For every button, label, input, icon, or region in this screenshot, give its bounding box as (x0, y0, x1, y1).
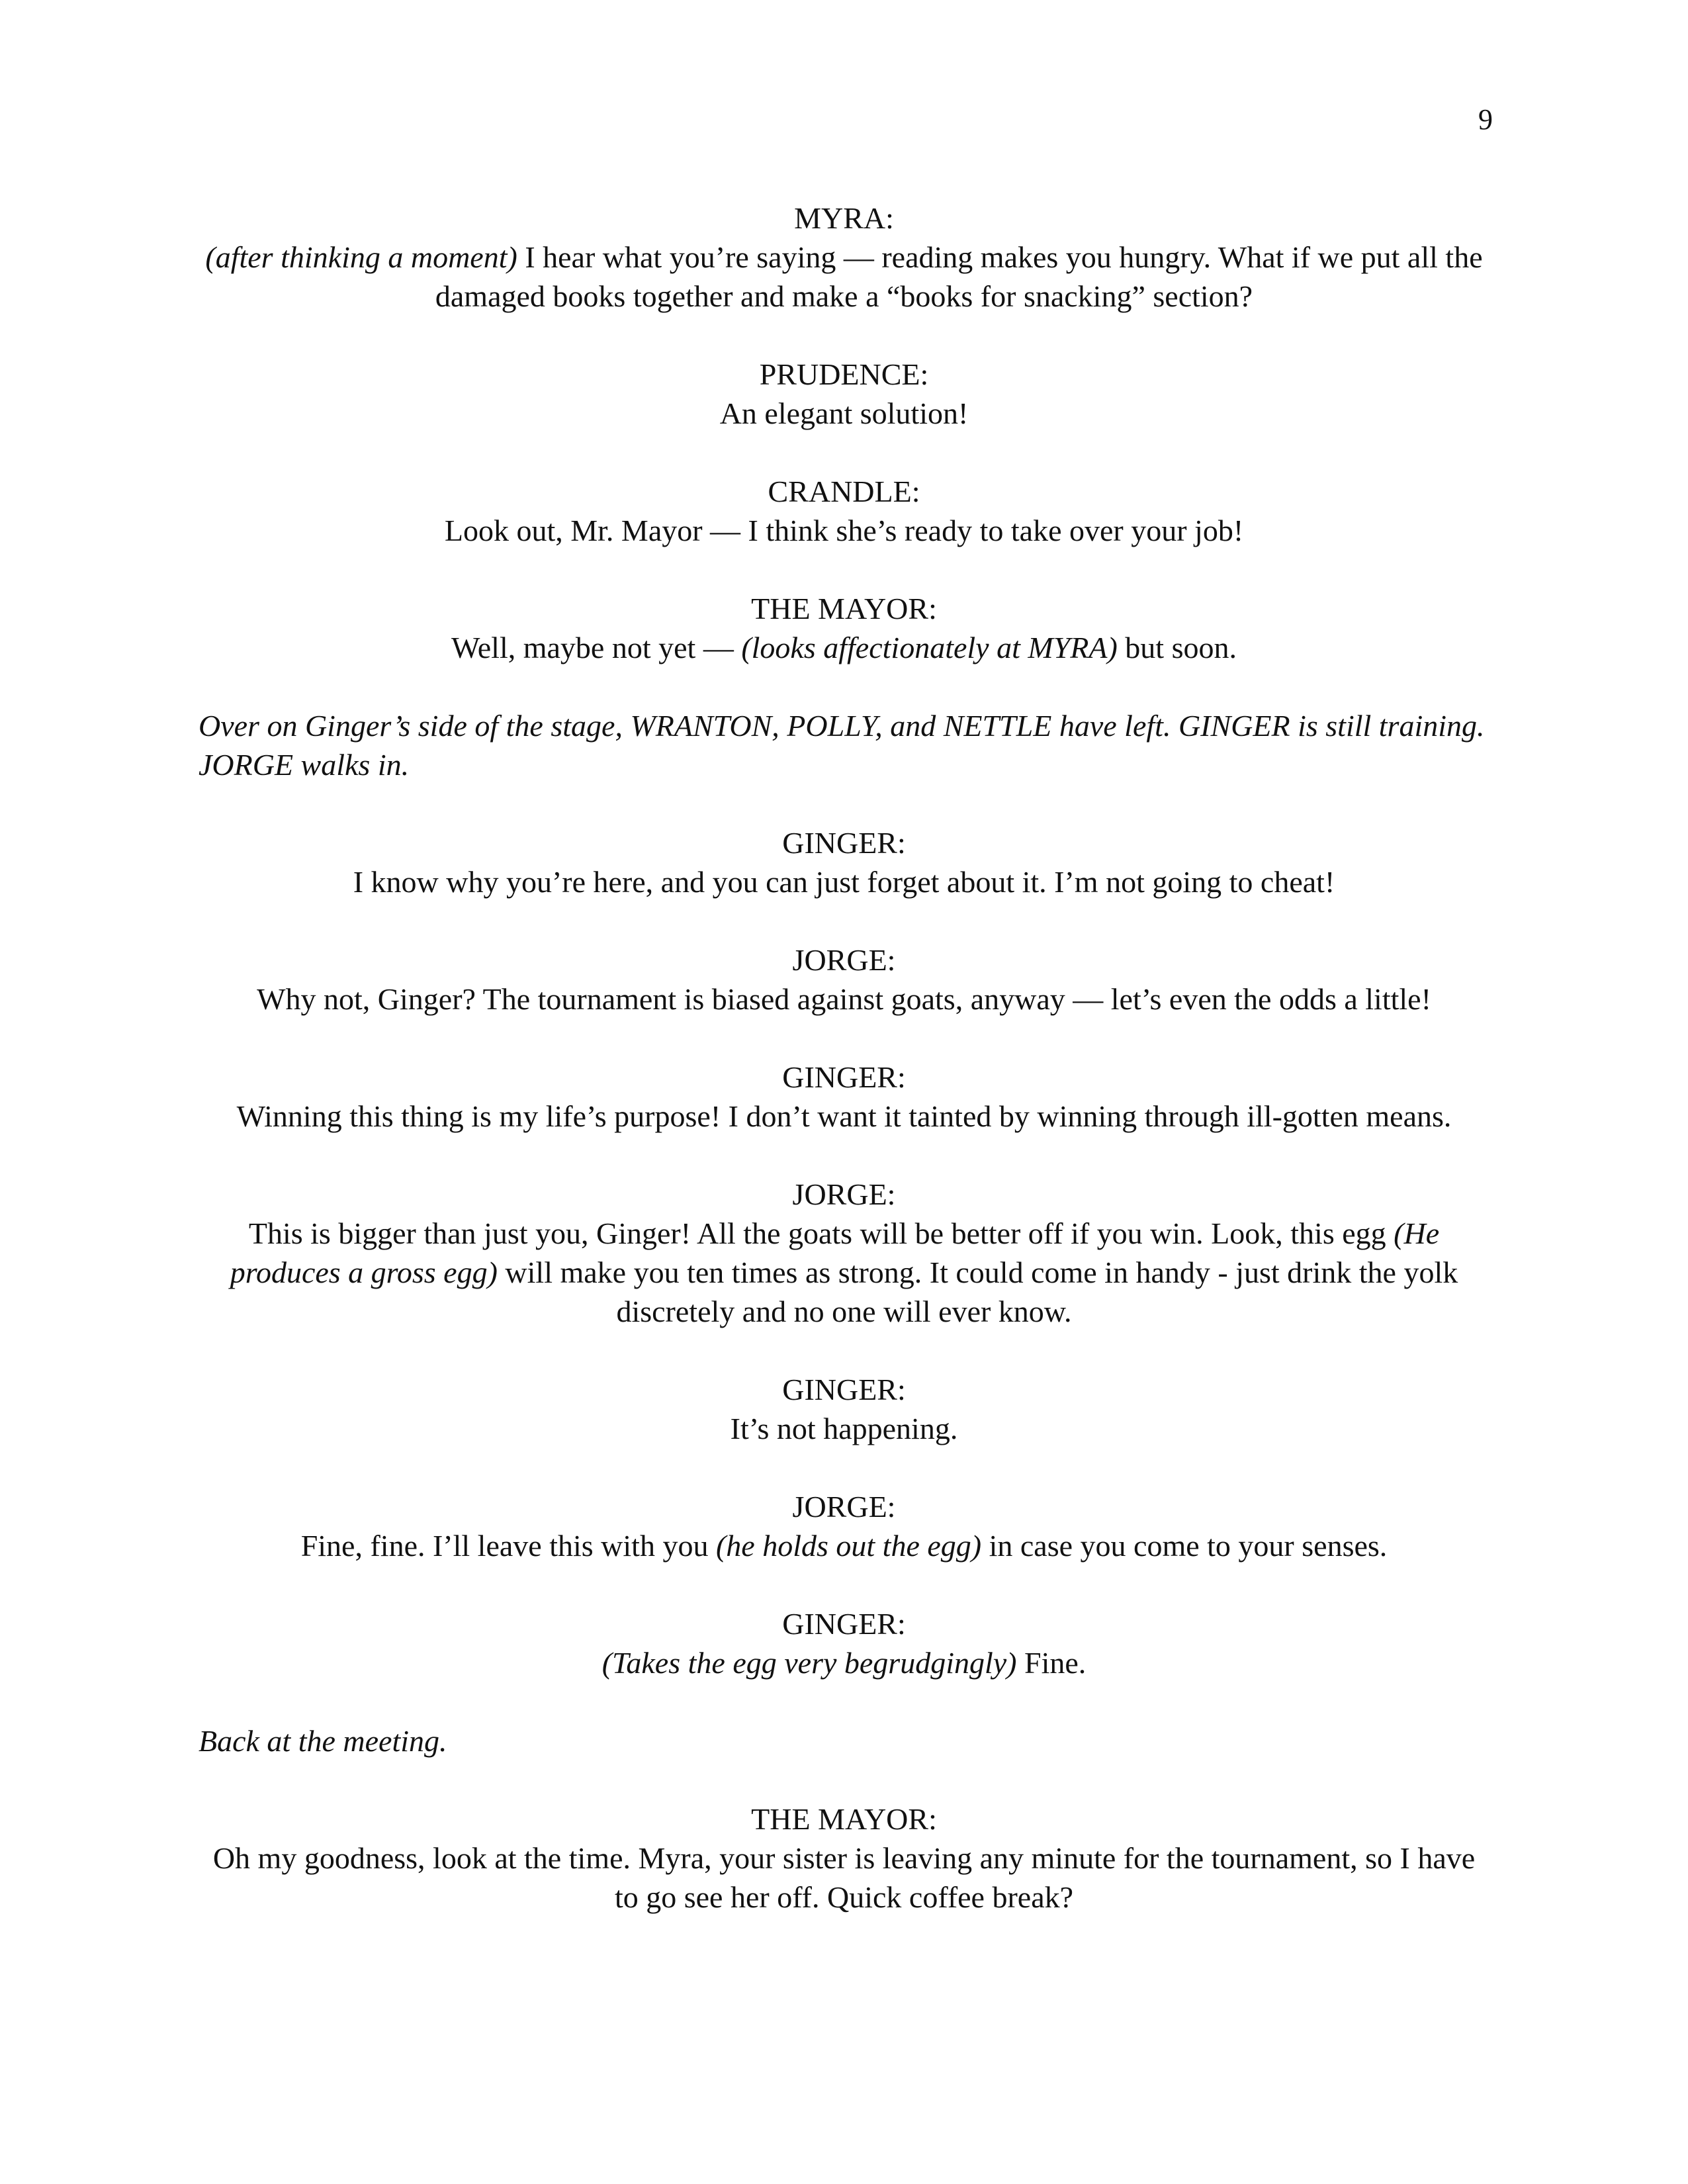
speaker-name: GINGER: (782, 1607, 906, 1641)
dialogue-line (199, 628, 1489, 667)
speaker-name: GINGER: (782, 1373, 906, 1406)
dialogue-line (199, 1643, 1489, 1682)
dialogue-block (199, 1799, 1489, 1917)
dialogue-line (199, 862, 1489, 901)
speaker-name: THE MAYOR: (751, 592, 937, 625)
parenthetical: (He produces a gross egg) (230, 1216, 1440, 1289)
dialogue-text: It’s not happening. (730, 1412, 958, 1445)
stage-direction: Back at the meeting. (199, 1724, 447, 1758)
speaker-name: THE MAYOR: (751, 1802, 937, 1836)
parenthetical: (after thinking a moment) (205, 240, 517, 274)
parenthetical: (Takes the egg very begrudgingly) (601, 1646, 1017, 1680)
dialogue-block (199, 1058, 1489, 1136)
dialogue-line (199, 511, 1489, 550)
speaker-name: GINGER: (782, 826, 906, 860)
dialogue-text: I hear what you’re saying — reading makes you hungry. What if we put all the damaged books together and make a “books for snacking” section? (435, 240, 1483, 313)
dialogue-text: will make you ten times as strong. It could come in handy - just drink the yolk discretely and no one will ever know. (497, 1255, 1458, 1328)
dialogue-block (199, 472, 1489, 550)
stage-direction: Over on Ginger’s side of the stage, WRANTON, POLLY, and NETTLE have left. GINGER is still training. JORGE walks in. (199, 709, 1485, 782)
dialogue-text: Winning this thing is my life’s purpose! I don’t want it tainted by winning through ill-gotten means. (236, 1099, 1452, 1133)
dialogue-block (199, 1370, 1489, 1448)
dialogue-line (199, 1097, 1489, 1136)
dialogue-block (199, 199, 1489, 316)
dialogue-block (199, 940, 1489, 1019)
speaker-name: GINGER: (782, 1060, 906, 1094)
speaker-name: PRUDENCE: (759, 357, 929, 391)
dialogue-block (199, 1487, 1489, 1565)
dialogue-text: I know why you’re here, and you can just forget about it. I’m not going to cheat! (353, 865, 1335, 899)
dialogue-text: This is bigger than just you, Ginger! All the goats will be better off if you win. Look, this egg (248, 1216, 1394, 1250)
dialogue-text: Why not, Ginger? The tournament is biased against goats, anyway — let’s even the odds a little! (257, 982, 1431, 1016)
dialogue-text: An elegant solution! (719, 396, 969, 430)
dialogue-block (199, 1604, 1489, 1682)
dialogue-line (199, 1214, 1489, 1331)
dialogue-block (199, 823, 1489, 901)
dialogue-text: but soon. (1117, 631, 1237, 664)
dialogue-text: in case you come to your senses. (981, 1529, 1388, 1563)
dialogue-line (199, 1409, 1489, 1448)
dialogue-text: Oh my goodness, look at the time. Myra, your sister is leaving any minute for the tournament, so I have to go see her off. Quick coffee break? (212, 1841, 1476, 1914)
speaker-name: JORGE: (792, 943, 896, 977)
speaker-name: JORGE: (792, 1177, 896, 1211)
parenthetical: (he holds out the egg) (715, 1529, 982, 1563)
dialogue-text: Fine, fine. I’ll leave this with you (300, 1529, 716, 1563)
speaker-name: JORGE: (792, 1490, 896, 1524)
page-number: 9 (1478, 103, 1493, 136)
parenthetical: (looks affectionately at MYRA) (741, 631, 1118, 664)
speaker-name: CRANDLE: (768, 475, 920, 508)
dialogue-line (199, 1526, 1489, 1565)
dialogue-text: Look out, Mr. Mayor — I think she’s ready to take over your job! (444, 514, 1244, 547)
dialogue-line (199, 394, 1489, 433)
speaker-name: MYRA: (794, 201, 894, 235)
dialogue-block (199, 589, 1489, 667)
script-body (199, 199, 1489, 1956)
dialogue-line (199, 1839, 1489, 1917)
dialogue-block (199, 1175, 1489, 1331)
dialogue-line (199, 238, 1489, 316)
dialogue-block (199, 355, 1489, 433)
dialogue-line (199, 979, 1489, 1019)
dialogue-text: Well, maybe not yet — (451, 631, 742, 664)
dialogue-text: Fine. (1016, 1646, 1087, 1680)
